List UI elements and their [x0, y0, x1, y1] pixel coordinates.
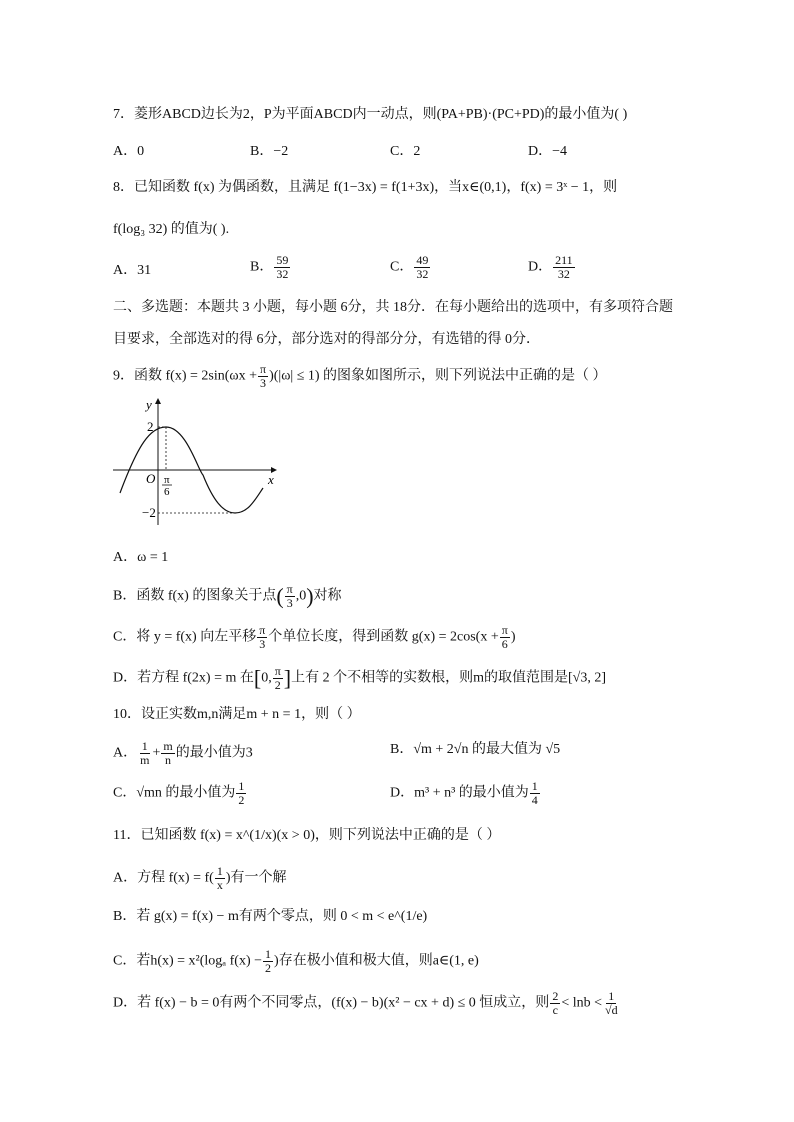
q9-stem [113, 363, 607, 390]
q10-option-a-num2: m [163, 739, 173, 753]
q9-option-b-den: 3 [286, 596, 293, 610]
q11-option-a [113, 865, 287, 892]
q11-option-d [113, 990, 621, 1017]
q9-option-c [113, 624, 515, 651]
q9-option-a: A．ω = 1 [113, 550, 169, 565]
q7-option-a: A．0 [113, 144, 145, 159]
q8-option-a: A．31 [113, 263, 152, 278]
section2-line1: 二、多选题：本题共 3 小题，每小题 6分，共 18分．在每小题给出的选项中，有多项符合题 [113, 300, 673, 315]
q11-option-d-num2: 1 [608, 989, 615, 1003]
q9-option-c-part-a: C．将 y = f(x) 向左平移 [113, 629, 257, 645]
q8-stem: 8．已知函数 f(x) 为偶函数，且满足 f(1−3x) = f(1+3x)，当x∈(0,1)，f(x) = 3ˣ − 1，则 [113, 180, 618, 195]
q11-option-d-den: c [552, 1003, 558, 1017]
q9-option-b-num: π [286, 582, 293, 596]
q8-option-d-label: D． [528, 259, 553, 275]
q8-option-c-label: C． [390, 259, 414, 275]
q9-option-c-part-b: 个单位长度，得到函数 g(x) = 2cos(x + [268, 629, 499, 645]
q8-option-c [390, 254, 431, 281]
q8-stem-line2: f(log₃ 32) 的值为( ). [113, 222, 230, 237]
q8-option-d [528, 254, 576, 281]
q7-option-c: C．2 [390, 144, 421, 159]
q8-option-b-label: B． [250, 259, 274, 275]
section2-line2: 目要求，全部选对的得 6分，部分选对的得部分分，有选错的得 0分． [113, 332, 540, 347]
q10-option-d-num: 1 [531, 779, 538, 793]
q11-option-c [113, 948, 479, 975]
q9-option-c-part-c: ) [510, 629, 516, 645]
q9-option-c-den2: 6 [501, 637, 508, 651]
q10-stem: 10．设正实数m,n满足m + n = 1，则（ ） [113, 707, 361, 722]
q8-option-b-num: 59 [276, 253, 289, 267]
q10-option-d-den: 4 [531, 793, 538, 807]
q9-option-b-part-b: ,0 [295, 588, 307, 604]
q10-option-c-num: 1 [238, 779, 245, 793]
q8-option-d-num: 211 [555, 253, 573, 267]
q9-option-d-part-b: 0, [261, 670, 272, 686]
q10-option-c-den: 2 [238, 793, 245, 807]
q9-option-c-num: π [259, 623, 266, 637]
q10-option-a-den2: n [165, 753, 172, 767]
q9-option-c-den: 3 [259, 637, 266, 651]
q7-option-d: D．−4 [528, 144, 568, 159]
q11-option-a-num: 1 [216, 864, 223, 878]
q11-stem: 11．已知函数 f(x) = x^(1/x)(x > 0)，则下列说法中正确的是（ ） [113, 828, 501, 843]
q11-option-c-part-b: )存在极小值和极大值，则a∈(1, e) [274, 953, 479, 969]
q11-option-c-num: 1 [265, 947, 272, 961]
q11-option-c-part-a: C．若h(x) = x²(logₐ f(x) − [113, 953, 263, 969]
q10-option-a-label: A． [113, 745, 138, 761]
q11-option-d-part-a: D．若 f(x) − b = 0有两个不同零点，(f(x) − b)(x² − cx + d) ≤ 0 恒成立，则 [113, 995, 550, 1011]
q9-option-d: D．若方程 f(2x) = m 在[0, $\frac{\pi}{2}$ ]上有 2 个不相等的实数根，则m的取值范围是[√3, 2] [113, 664, 607, 692]
q11-option-b: B．若 g(x) = f(x) − m有两个零点，则 0 < m < e^(1/e) [113, 909, 428, 924]
y-min-label: −2 [142, 505, 156, 520]
q9-option-c-num2: π [501, 623, 508, 637]
q10-option-a-num1: 1 [141, 739, 148, 753]
q9-stem-part-a: 9．函数 f(x) = 2sin(ωx + [113, 368, 257, 384]
q7-option-b: B．−2 [250, 144, 289, 159]
q11-option-d-part-b: < lnb < [561, 995, 602, 1011]
q9-option-d-part-a: D．若方程 f(2x) = m 在 [113, 670, 254, 686]
q7-stem: 7．菱形ABCD边长为2，P为平面ABCD内一动点，则(PA+PB)·(PC+PD)的最小值为( ) [113, 107, 628, 122]
q9-stem-num: π [260, 362, 267, 376]
q9-option-d-range: [√3, 2] [568, 670, 607, 686]
x-tick-den: 6 [164, 486, 170, 498]
q10-option-d [390, 780, 541, 807]
q11-option-d-num: 2 [552, 989, 559, 1003]
origin-label: O [146, 471, 156, 486]
x-axis-label: x [268, 472, 274, 487]
q9-option-d-num: π [274, 664, 281, 678]
q8-option-b [250, 254, 291, 281]
q11-option-d-den2: √d [605, 1003, 618, 1017]
q11-option-a-den: x [216, 878, 223, 892]
q10-option-c-part-a: C．√mn 的最小值为 [113, 785, 236, 801]
q10-option-a-den1: m [140, 753, 150, 767]
q9-stem-den: 3 [260, 376, 267, 390]
q10-option-a-part-b: 的最小值为3 [175, 745, 253, 761]
y-axis-label: y [146, 397, 152, 412]
x-tick-num: π [164, 474, 170, 486]
q10-option-a: A． $\frac{1}{m}$ + $\frac{m}{n}$ 的最小值为3 [113, 739, 253, 767]
q8-option-c-num: 49 [416, 253, 429, 267]
q9-option-b: B．函数 f(x) 的图象关于点( $\frac{\pi}{3}$ ,0)对称 [113, 582, 342, 610]
q11-option-a-part-b: )有一个解 [225, 870, 287, 886]
q8-option-b-den: 32 [276, 267, 289, 281]
q10-option-b: B．√m + 2√n 的最大值为 √5 [390, 742, 561, 757]
q10-option-c [113, 780, 247, 807]
q11-option-c-den: 2 [265, 961, 272, 975]
q8-option-c-den: 32 [416, 267, 429, 281]
q9-option-b-part-c: 对称 [313, 588, 342, 604]
q9-option-d-den: 2 [274, 678, 281, 692]
q9-option-d-part-c: 上有 2 个不相等的实数根，则m的取值范围是 [291, 670, 568, 686]
q11-option-a-part-a: A．方程 f(x) = f( [113, 870, 214, 886]
q8-option-d-den: 32 [557, 267, 570, 281]
q10-option-d-part-a: D．m³ + n³ 的最小值为 [390, 785, 529, 801]
y-max-label: 2 [147, 419, 154, 434]
q9-option-b-part-a: B．函数 f(x) 的图象关于点 [113, 588, 277, 604]
q9-sine-graph [108, 395, 288, 530]
q9-stem-part-b: )(|ω| ≤ 1) 的图象如图所示，则下列说法中正确的是（ ） [269, 368, 607, 384]
